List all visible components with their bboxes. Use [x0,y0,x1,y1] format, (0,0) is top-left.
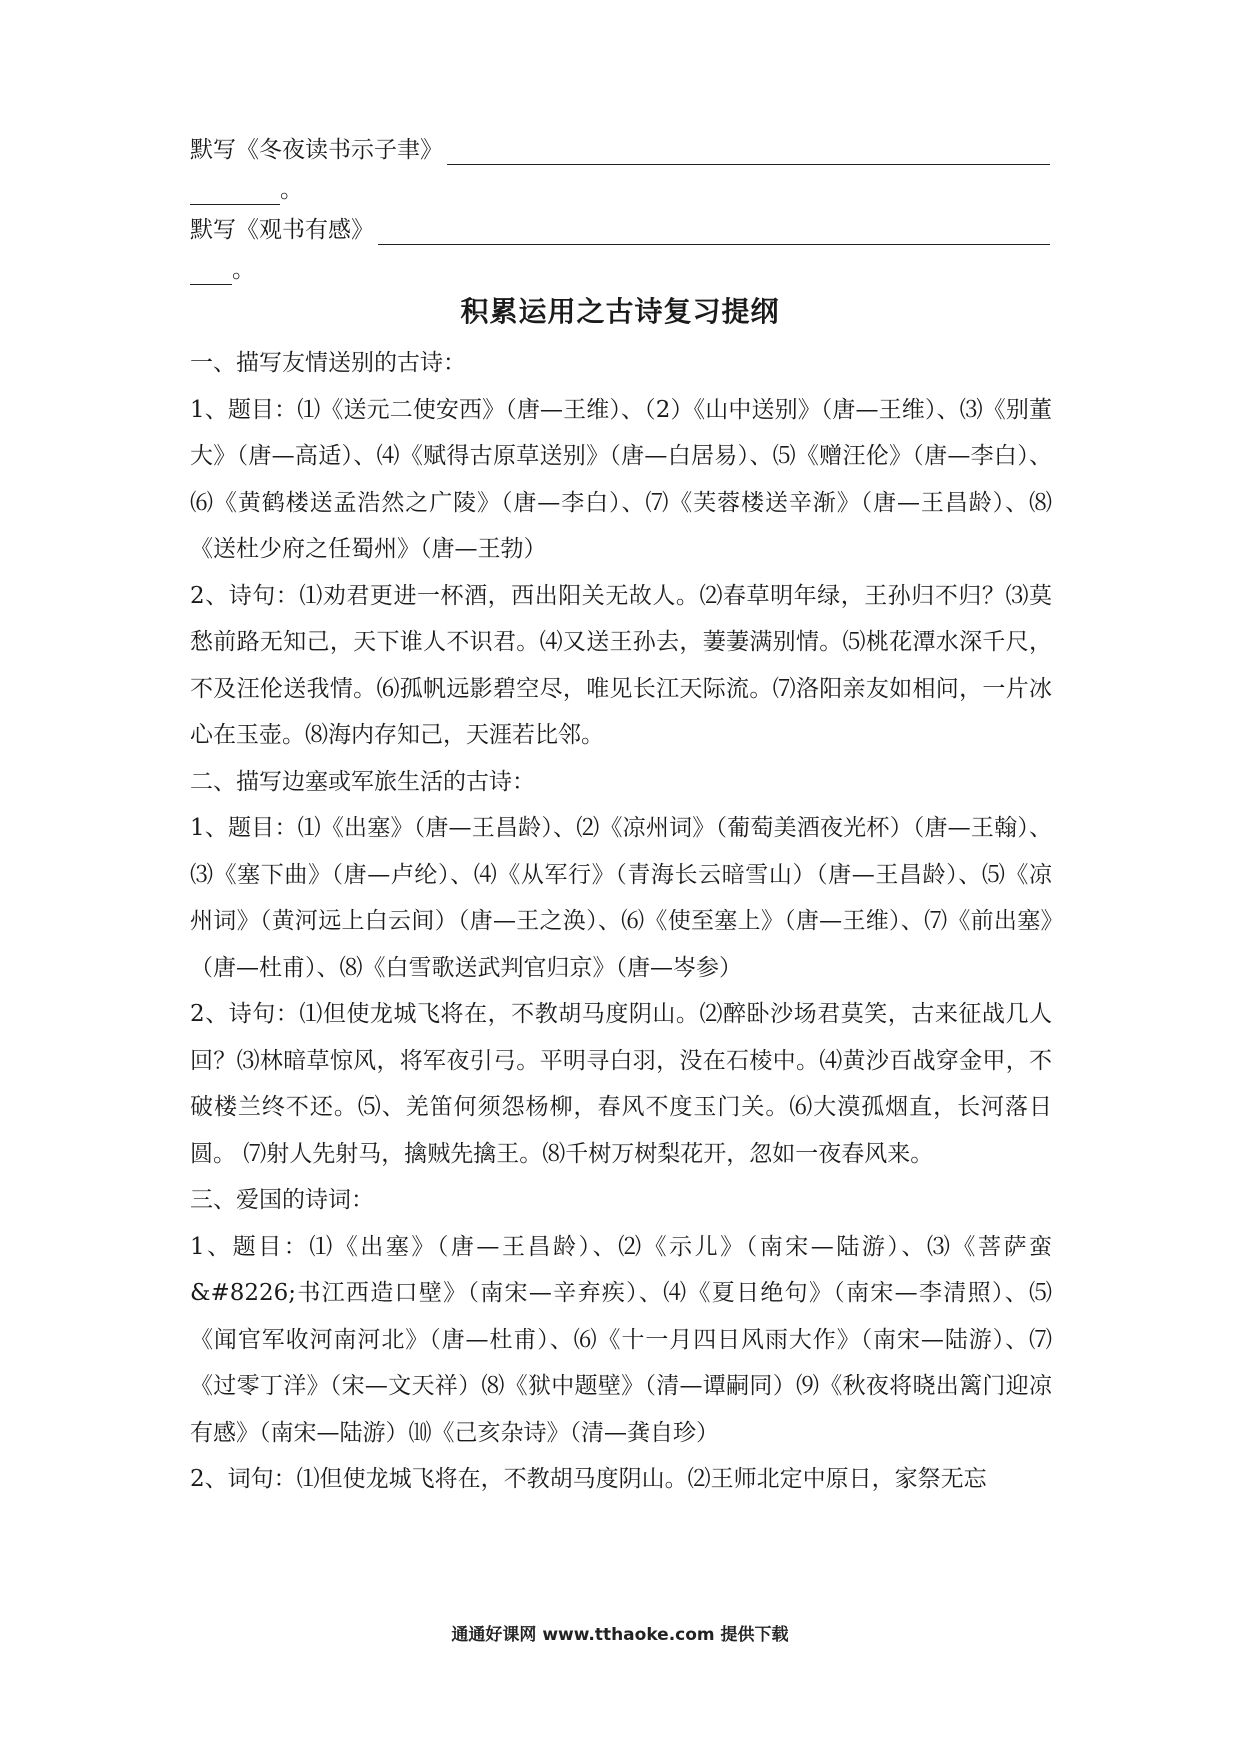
paragraph-titles-1: 1、题目：⑴《送元二使安西》（唐—王维）、（2）《山中送别》（唐—王维）、⑶《别董大》（唐—高适）、⑷《赋得古原草送别》（唐—白居易）、⑸《赠汪伦》（唐—李白）、⑹《黄鹤楼送孟浩然之广陵》（唐—李白）、⑺《芙蓉楼送辛渐》（唐—王昌龄）、⑻《送杜少府之任蜀州》（唐—王勃） [190,396,1052,562]
fill-in-line-2 [190,215,1050,255]
section-heading-2: 二、描写边塞或军旅生活的古诗： [190,768,535,795]
fill-in-line-1 [190,135,1050,175]
fill-in-section [190,135,1050,295]
paragraph-verses-3: 2、词句：⑴但使龙城飞将在，不教胡马度阴山。⑵王师北定中原日，家祭无忘 [190,1466,987,1492]
section-heading-3: 三、爱国的诗词： [190,1187,374,1213]
fill-in-end-2: 。 [232,257,255,283]
fill-in-end-1: 。 [280,177,303,203]
paragraph-verses-1: 2、诗句：⑴劝君更进一杯酒，西出阳关无故人。⑵春草明年绿，王孙归不归？⑶莫愁前路无知己，天下谁人不识君。⑷又送王孙去，萋萋满别情。⑸桃花潭水深千尺，不及汪伦送我情。⑹孤帆远影碧空尽，唯见长江天际流。⑺洛阳亲友如相问，一片冰心在玉壶。⑻海内存知己，天涯若比邻。 [190,582,1052,748]
paragraph-verses-2: 2、诗句：⑴但使龙城飞将在，不教胡马度阴山。⑵醉卧沙场君莫笑，古来征战几人回？⑶林暗草惊风，将军夜引弓。平明寻白羽，没在石棱中。⑷黄沙百战穿金甲，不破楼兰终不还。⑸、羌笛何须怨杨柳，春风不度玉门关。⑹大漠孤烟直，长河落日圆。 ⑺射人先射马，擒贼先擒王。⑻千树万树梨花开，忽如一夜春风来。 [190,1001,1052,1167]
answer-blank-1 [447,163,1050,165]
answer-blank-2 [378,243,1050,245]
fill-in-line-2-cont [190,255,1050,295]
answer-blank-2b [190,283,232,285]
fill-in-label-1: 默写《冬夜读书示子聿》 [190,137,443,163]
page-footer: 通通好课网 www.tthaoke.com 提供下载 [451,1625,789,1645]
outline-content [190,340,1052,1503]
paragraph-titles-3: 1、题目：⑴《出塞》（唐—王昌龄）、⑵《示儿》（南宋—陆游）、⑶《菩萨蛮&#8226;书江西造口壁》（南宋—辛弃疾）、⑷《夏日绝句》（南宋—李清照）、⑸《闻官军收河南河北》（唐—杜甫）、⑹《十一月四日风雨大作》（南宋—陆游）、⑺《过零丁洋》（宋—文天祥）⑻《狱中题壁》（清—谭嗣同）⑼《秋夜将晓出篱门迎凉有感》（南宋—陆游）⑽《己亥杂诗》（清—龚自珍） [190,1233,1052,1446]
paragraph-titles-2: 1、题目：⑴《出塞》（唐—王昌龄）、⑵《凉州词》（葡萄美酒夜光杯）（唐—王翰）、⑶《塞下曲》（唐—卢纶）、⑷《从军行》（青海长云暗雪山）（唐—王昌龄）、⑸《凉州词》（黄河远上白云间）（唐—王之涣）、⑹《使至塞上》（唐—王维）、⑺《前出塞》（唐—杜甫）、⑻《白雪歌送武判官归京》（唐—岑参） [190,815,1052,981]
page-title: 积累运用之古诗复习提纲 [460,295,780,328]
section-heading-1: 一、描写友情送别的古诗： [190,350,466,376]
fill-in-label-2: 默写《观书有感》 [190,217,374,243]
